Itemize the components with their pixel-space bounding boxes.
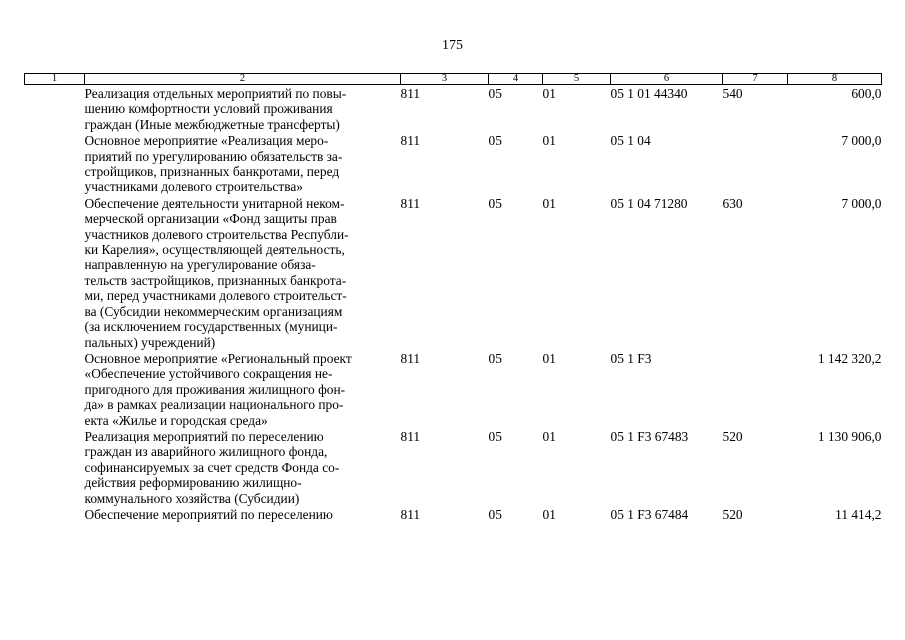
admin-code-cell: 811 — [400, 195, 421, 211]
subsection-code-cell: 01 — [542, 133, 556, 149]
table-row — [25, 428, 882, 506]
target-article-cell: 05 1 F3 67484 — [610, 506, 689, 522]
item-name-line: граждан из аварийного жилищного фонда, — [84, 444, 328, 460]
item-name-line: да» в рамках реализации национального про- — [84, 397, 344, 413]
amount-cell: 7 000,0 — [841, 195, 882, 211]
subsection-code-cell: 01 — [542, 350, 556, 366]
item-name-cell — [85, 132, 401, 195]
section-code-cell: 05 — [488, 428, 502, 444]
section-code-cell: 05 — [488, 350, 502, 366]
subsection-code-cell: 01 — [542, 428, 556, 444]
amount-cell: 11 414,2 — [835, 506, 882, 522]
item-name-line: «Обеспечение устойчивого сокращения не- — [84, 366, 333, 382]
column-header: 4 — [489, 74, 543, 85]
column-header: 8 — [788, 74, 882, 85]
item-name-line: направленную на урегулирование обяза- — [84, 257, 316, 273]
expense-type-cell — [723, 350, 788, 428]
item-name-line: пригодного для проживания жилищного фон- — [84, 381, 346, 397]
section-code-cell: 05 — [488, 195, 502, 211]
column-header: 1 — [25, 74, 85, 85]
column-header: 2 — [85, 74, 401, 85]
column-header: 7 — [723, 74, 788, 85]
amount-cell: 7 000,0 — [841, 133, 882, 149]
item-name-line: действия реформированию жилищно- — [84, 475, 302, 491]
item-name-line: Основное мероприятие «Реализация меро- — [84, 133, 329, 149]
item-name-line: граждан (Иные межбюджетные трансферты) — [84, 116, 340, 132]
item-name-line: стройщиков, признанных банкротами, перед — [84, 164, 340, 180]
budget-table — [24, 73, 882, 522]
item-name-line: софинансируемых за счет средств Фонда со- — [84, 459, 340, 475]
row-number-cell — [25, 195, 85, 350]
expense-type-cell — [723, 132, 788, 195]
target-article-cell: 05 1 F3 67483 — [610, 428, 689, 444]
admin-code-cell: 811 — [400, 506, 421, 522]
section-code-cell: 05 — [488, 86, 502, 101]
target-article-cell: 05 1 04 — [610, 133, 651, 149]
amount-cell: 600,0 — [851, 86, 882, 101]
item-name-line: мерческой организации «Фонд защиты прав — [84, 211, 337, 227]
item-name-line: Реализация отдельных мероприятий по повы- — [84, 86, 347, 101]
expense-type-cell: 520 — [722, 428, 743, 444]
table-row — [25, 132, 882, 195]
admin-code-cell: 811 — [400, 133, 421, 149]
item-name-cell — [85, 506, 401, 522]
table-row — [25, 506, 882, 522]
section-code-cell: 05 — [488, 506, 502, 522]
item-name-cell — [85, 195, 401, 350]
item-name-line: ми, перед участниками долевого строительст- — [84, 288, 347, 304]
table-row — [25, 350, 882, 428]
amount-cell: 1 142 320,2 — [817, 350, 882, 366]
item-name-line: ки Карелия», осуществляющей деятельность, — [84, 242, 345, 258]
item-name-line: приятий по урегулированию обязательств за- — [84, 148, 343, 164]
target-article-cell: 05 1 F3 — [610, 350, 652, 366]
subsection-code-cell: 01 — [542, 506, 556, 522]
amount-cell: 1 130 906,0 — [817, 428, 882, 444]
item-name-line: Обеспечение мероприятий по переселению — [84, 506, 333, 522]
row-number-cell — [25, 350, 85, 428]
item-name-line: участниками долевого строительства» — [84, 179, 303, 195]
item-name-line: пальных) учреждений) — [84, 334, 216, 350]
expense-type-cell: 520 — [722, 506, 743, 522]
target-article-cell: 05 1 01 44340 — [610, 86, 688, 101]
row-number-cell — [25, 428, 85, 506]
item-name-cell — [85, 85, 401, 133]
item-name-line: ва (Субсидии некоммерческим организациям — [84, 303, 343, 319]
table-row — [25, 85, 882, 133]
item-name-line: Обеспечение деятельности унитарной неком- — [84, 195, 345, 211]
item-name-line: участников долевого строительства Республи- — [84, 226, 349, 242]
expense-type-cell: 630 — [722, 195, 743, 211]
admin-code-cell: 811 — [400, 350, 421, 366]
column-header: 3 — [401, 74, 489, 85]
item-name-line: тельств застройщиков, признанных банкрота- — [84, 272, 347, 288]
subsection-code-cell: 01 — [542, 86, 556, 101]
table-row — [25, 195, 882, 350]
admin-code-cell: 811 — [400, 86, 421, 101]
column-header: 5 — [543, 74, 611, 85]
item-name-line: (за исключением государственных (муници- — [84, 319, 338, 335]
item-name-cell — [85, 428, 401, 506]
section-code-cell: 05 — [488, 133, 502, 149]
page-number: 175 — [442, 38, 463, 53]
subsection-code-cell: 01 — [542, 195, 556, 211]
item-name-cell — [85, 350, 401, 428]
row-number-cell — [25, 506, 85, 522]
row-number-cell — [25, 132, 85, 195]
item-name-line: коммунального хозяйства (Субсидии) — [84, 490, 300, 506]
column-number-row — [25, 74, 882, 85]
expense-type-cell: 540 — [722, 86, 743, 101]
admin-code-cell: 811 — [400, 428, 421, 444]
target-article-cell: 05 1 04 71280 — [610, 195, 688, 211]
table-body — [25, 85, 882, 523]
item-name-line: Основное мероприятие «Региональный проект — [84, 350, 352, 366]
column-header: 6 — [611, 74, 723, 85]
item-name-line: шению комфортности условий проживания — [84, 101, 333, 117]
item-name-line: Реализация мероприятий по переселению — [84, 428, 324, 444]
row-number-cell — [25, 85, 85, 133]
item-name-line: екта «Жилье и городская среда» — [84, 412, 268, 428]
